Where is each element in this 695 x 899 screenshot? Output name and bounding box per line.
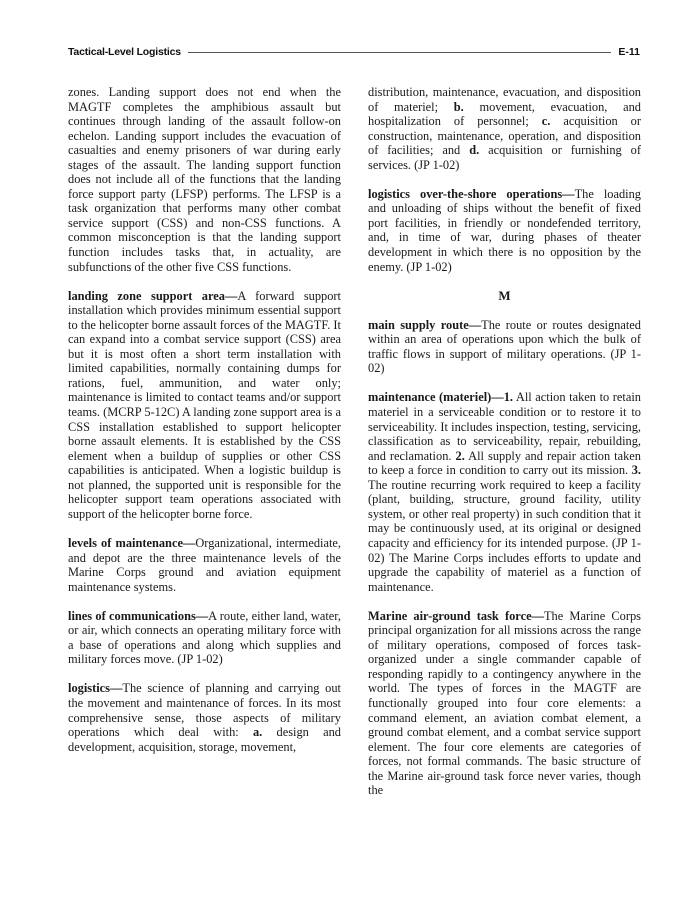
glossary-term: Marine air-ground task force— xyxy=(368,608,544,623)
list-marker: b. xyxy=(453,99,464,114)
paragraph-text: movement, evacuation, and hospitalization of personnel; xyxy=(368,99,641,129)
header-rule xyxy=(188,52,612,53)
glossary-definition: The routine recurring work required to keep a facility (plant, building, structure, ground facility, utility system, or other real property) in such condition that it may be continuously used, at its original or designed capacity and efficiency for its intended purpose. (JP 1-02) The Marine Corps includes efforts to update and upgrade the capability of materiel as a function of maintenance. xyxy=(368,477,641,594)
glossary-definition: A forward support installation which provides minimum essential support to the helicopter borne assault forces of the MAGTF. It can expand into a combat service support (CSS) area but it is most often a short term installation with limited capabilities, normally containing dumps for rations, fuel, ammunition, and water only; maintenance is limited to contact teams and/or support teams. (MCRP 5-12C) A landing zone support area is a CSS installation established to support helicopter borne assault elements. It is established by the CSS element when a buildup of supplies or other CSS capabilities is anticipated. When a logistic buildup is not planned, the supported unit is responsible for the helicopter support team operations associated with support of the helicopter borne force. xyxy=(68,288,341,521)
paragraph-text: acquisition or construction, maintenance, operation, and disposition of facilities; and xyxy=(368,114,642,158)
glossary-definition: All action taken to retain materiel in a serviceable condition or to restore it to serviceability. It includes inspection, testing, servicing, classification as to serviceability, repair, rebuilding, and reclamation. xyxy=(368,390,641,463)
glossary-definition: Organizational, intermediate, and depot are the three maintenance levels of the Marine Corps ground and aviation equipment maintenance systems. xyxy=(68,535,341,594)
glossary-definition: A route, either land, water, or air, which connects an operating military force with a base of operations and along which supplies and military forces move. (JP 1-02) xyxy=(68,608,341,667)
glossary-term: landing zone support area— xyxy=(68,288,238,303)
section-letter-heading: M xyxy=(498,287,511,303)
paragraph-text: zones. Landing support does not end when the MAGTF completes the amphibious assault but continues through landing of the assault follow-on echelon. Landing support includes the evacuation of casualties and enemy prisoners of war during early stages of the assault. The landing support function does not include all of the functions that the landing force support party (LFSP) performs. The LFSP is a task organization that performs many other combat service support (CSS) and non-CSS functions. A common misconception is that the landing support function includes tasks that, in actuality, are subfunctions of the other five CSS functions. xyxy=(68,85,341,274)
list-marker: 2. xyxy=(455,448,465,463)
continued-paragraph xyxy=(368,85,641,172)
header-title: Tactical-Level Logistics xyxy=(68,46,181,58)
glossary-entry-landing-zone-support-area xyxy=(68,289,341,522)
glossary-entry-main-supply-route xyxy=(368,318,641,376)
glossary-term: logistics over-the-shore operations— xyxy=(368,186,575,201)
glossary-definition: The Marine Corps principal organization for all missions across the range of military operations, composed of forces task-organized under a single commander capable of responding rapidly to a contingency anywhere in the world. The types of forces in the MAGTF are functionally grouped into four core elements: a command element, an aviation combat element, a ground combat element, and a combat service support element. The four core elements are categories of forces, not formal commands. The basic structure of the Marine air-ground task force never varies, though the xyxy=(368,608,641,798)
list-marker: d. xyxy=(469,143,480,158)
glossary-term: levels of maintenance— xyxy=(68,535,196,550)
paragraph-text: acquisition or furnishing of services. (JP 1-02) xyxy=(368,143,642,172)
list-marker: c. xyxy=(541,114,551,129)
glossary-definition: design and development, acquisition, storage, movement, xyxy=(68,725,341,754)
glossary-entry-logistics-over-the-shore xyxy=(368,187,641,274)
right-column xyxy=(368,85,641,812)
page-number: E-11 xyxy=(618,46,640,58)
glossary-entry-marine-air-ground-task-force xyxy=(368,609,641,798)
list-marker: a. xyxy=(252,725,263,740)
glossary-definition: All supply and repair action taken to keep a force in condition to carry out its mission. xyxy=(368,448,641,478)
glossary-definition: The loading and unloading of ships without the benefit of fixed port facilities, in friendly or nondefended territory, and, in time of war, during phases of theater development in which there is no opposition by the enemy. (JP 1-02) xyxy=(368,186,642,274)
list-marker: 3. xyxy=(631,463,641,478)
list-marker: 1. xyxy=(503,390,513,405)
glossary-term: lines of communications— xyxy=(68,608,209,623)
glossary-definition: The science of planning and carrying out the movement and maintenance of forces. In its most comprehensive sense, those aspects of military operations which deal with: xyxy=(68,681,341,740)
glossary-entry-levels-of-maintenance xyxy=(68,536,341,594)
glossary-entry-lines-of-communications xyxy=(68,609,341,667)
glossary-term: maintenance (materiel)— xyxy=(368,390,504,405)
running-header xyxy=(68,44,640,60)
left-column xyxy=(68,85,341,769)
glossary-definition: The route or routes designated within an area of operations upon which the bulk of traffic flows in support of military operations. (JP 1-02) xyxy=(368,317,641,376)
paragraph-text: distribution, maintenance, evacuation, and disposition of materiel; xyxy=(368,85,641,114)
continued-paragraph xyxy=(68,85,341,274)
glossary-entry-maintenance-materiel xyxy=(368,390,641,594)
glossary-entry-logistics xyxy=(68,681,341,754)
glossary-term: logistics— xyxy=(68,681,123,696)
glossary-term: main supply route— xyxy=(368,317,482,332)
